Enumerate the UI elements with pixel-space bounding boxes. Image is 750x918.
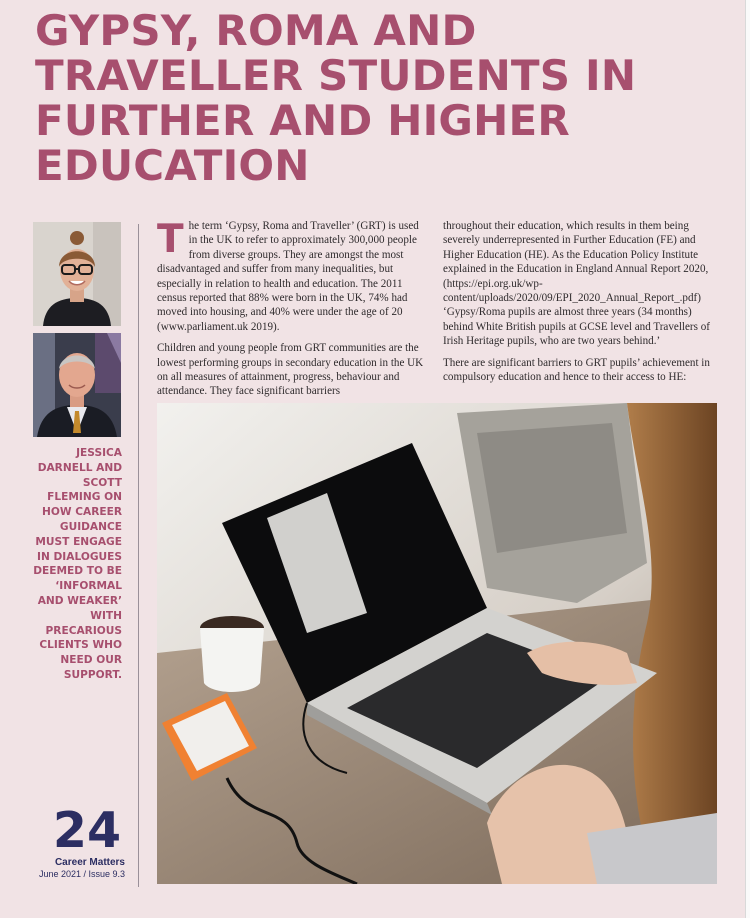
body-column-2 [443, 219, 713, 391]
author-photo-scott [33, 333, 121, 437]
body-paragraph: There are significant barriers to GRT pupils’ achievement in compulsory education and hence to their access to HE: [443, 356, 710, 384]
body-paragraph: Children and young people from GRT communities are the lowest performing groups in secondary education in the UK on all measures of attainment, progress, behaviour and attendance. They face significant barriers [157, 342, 424, 398]
issue-info: June 2021 / Issue 9.3 [38, 869, 125, 879]
page-number: 24 [52, 802, 122, 859]
author-photo-jessica [33, 222, 121, 326]
page-edge [745, 0, 750, 918]
body-paragraph [157, 219, 427, 334]
headline-line: GYPSY, ROMA AND [35, 6, 477, 55]
paragraph-text: he term ‘Gypsy, Roma and Traveller’ (GRT) is used in the UK to refer to approximately 300,000 people from diverse groups. They are amongst the most disadvantaged and suffer from many inequalities, but especially in relation to health and education. The 2011 census reported that 88% were born in the UK, 74% had moved into housing, and 40% were under the age of 20 (www.parliament.uk 2019). [157, 220, 419, 333]
headline-line: FURTHER AND HIGHER [35, 96, 570, 145]
body-paragraph: throughout their education, which results in them being severely underrepresented in Further Education (FE) and Higher Education (HE). As the Education Policy Institute explained in the Education in England Annual Report 2020, (https://epi.org.uk/wp-content/uploads/2020/09/EPI_2020_Annual_Report_.pdf) ‘Gypsy/Roma pupils are almost three years (34 months) behind White British pupils at GCSE level and Travellers of Irish Heritage pupils, who are two years behind.’ [443, 220, 710, 348]
article-standfirst: JESSICA DARNELL AND SCOTT FLEMING ON HOW CAREER GUIDANCE MUST ENGAGE IN DIALOGUES DEEMED TO BE ‘INFORMAL AND WEAKER’ WITH PRECARIOUS CLIENTS WHO NEED OUR SUPPORT. [33, 447, 122, 681]
headline-line: TRAVELLER STUDENTS IN [35, 51, 637, 100]
drop-cap: T [157, 217, 184, 262]
column-divider [138, 224, 139, 887]
article-headline [35, 8, 725, 188]
headline-line: EDUCATION [35, 141, 310, 190]
magazine-name: Career Matters [54, 857, 125, 868]
body-column-1 [157, 219, 427, 406]
laptop-photo [157, 403, 717, 884]
